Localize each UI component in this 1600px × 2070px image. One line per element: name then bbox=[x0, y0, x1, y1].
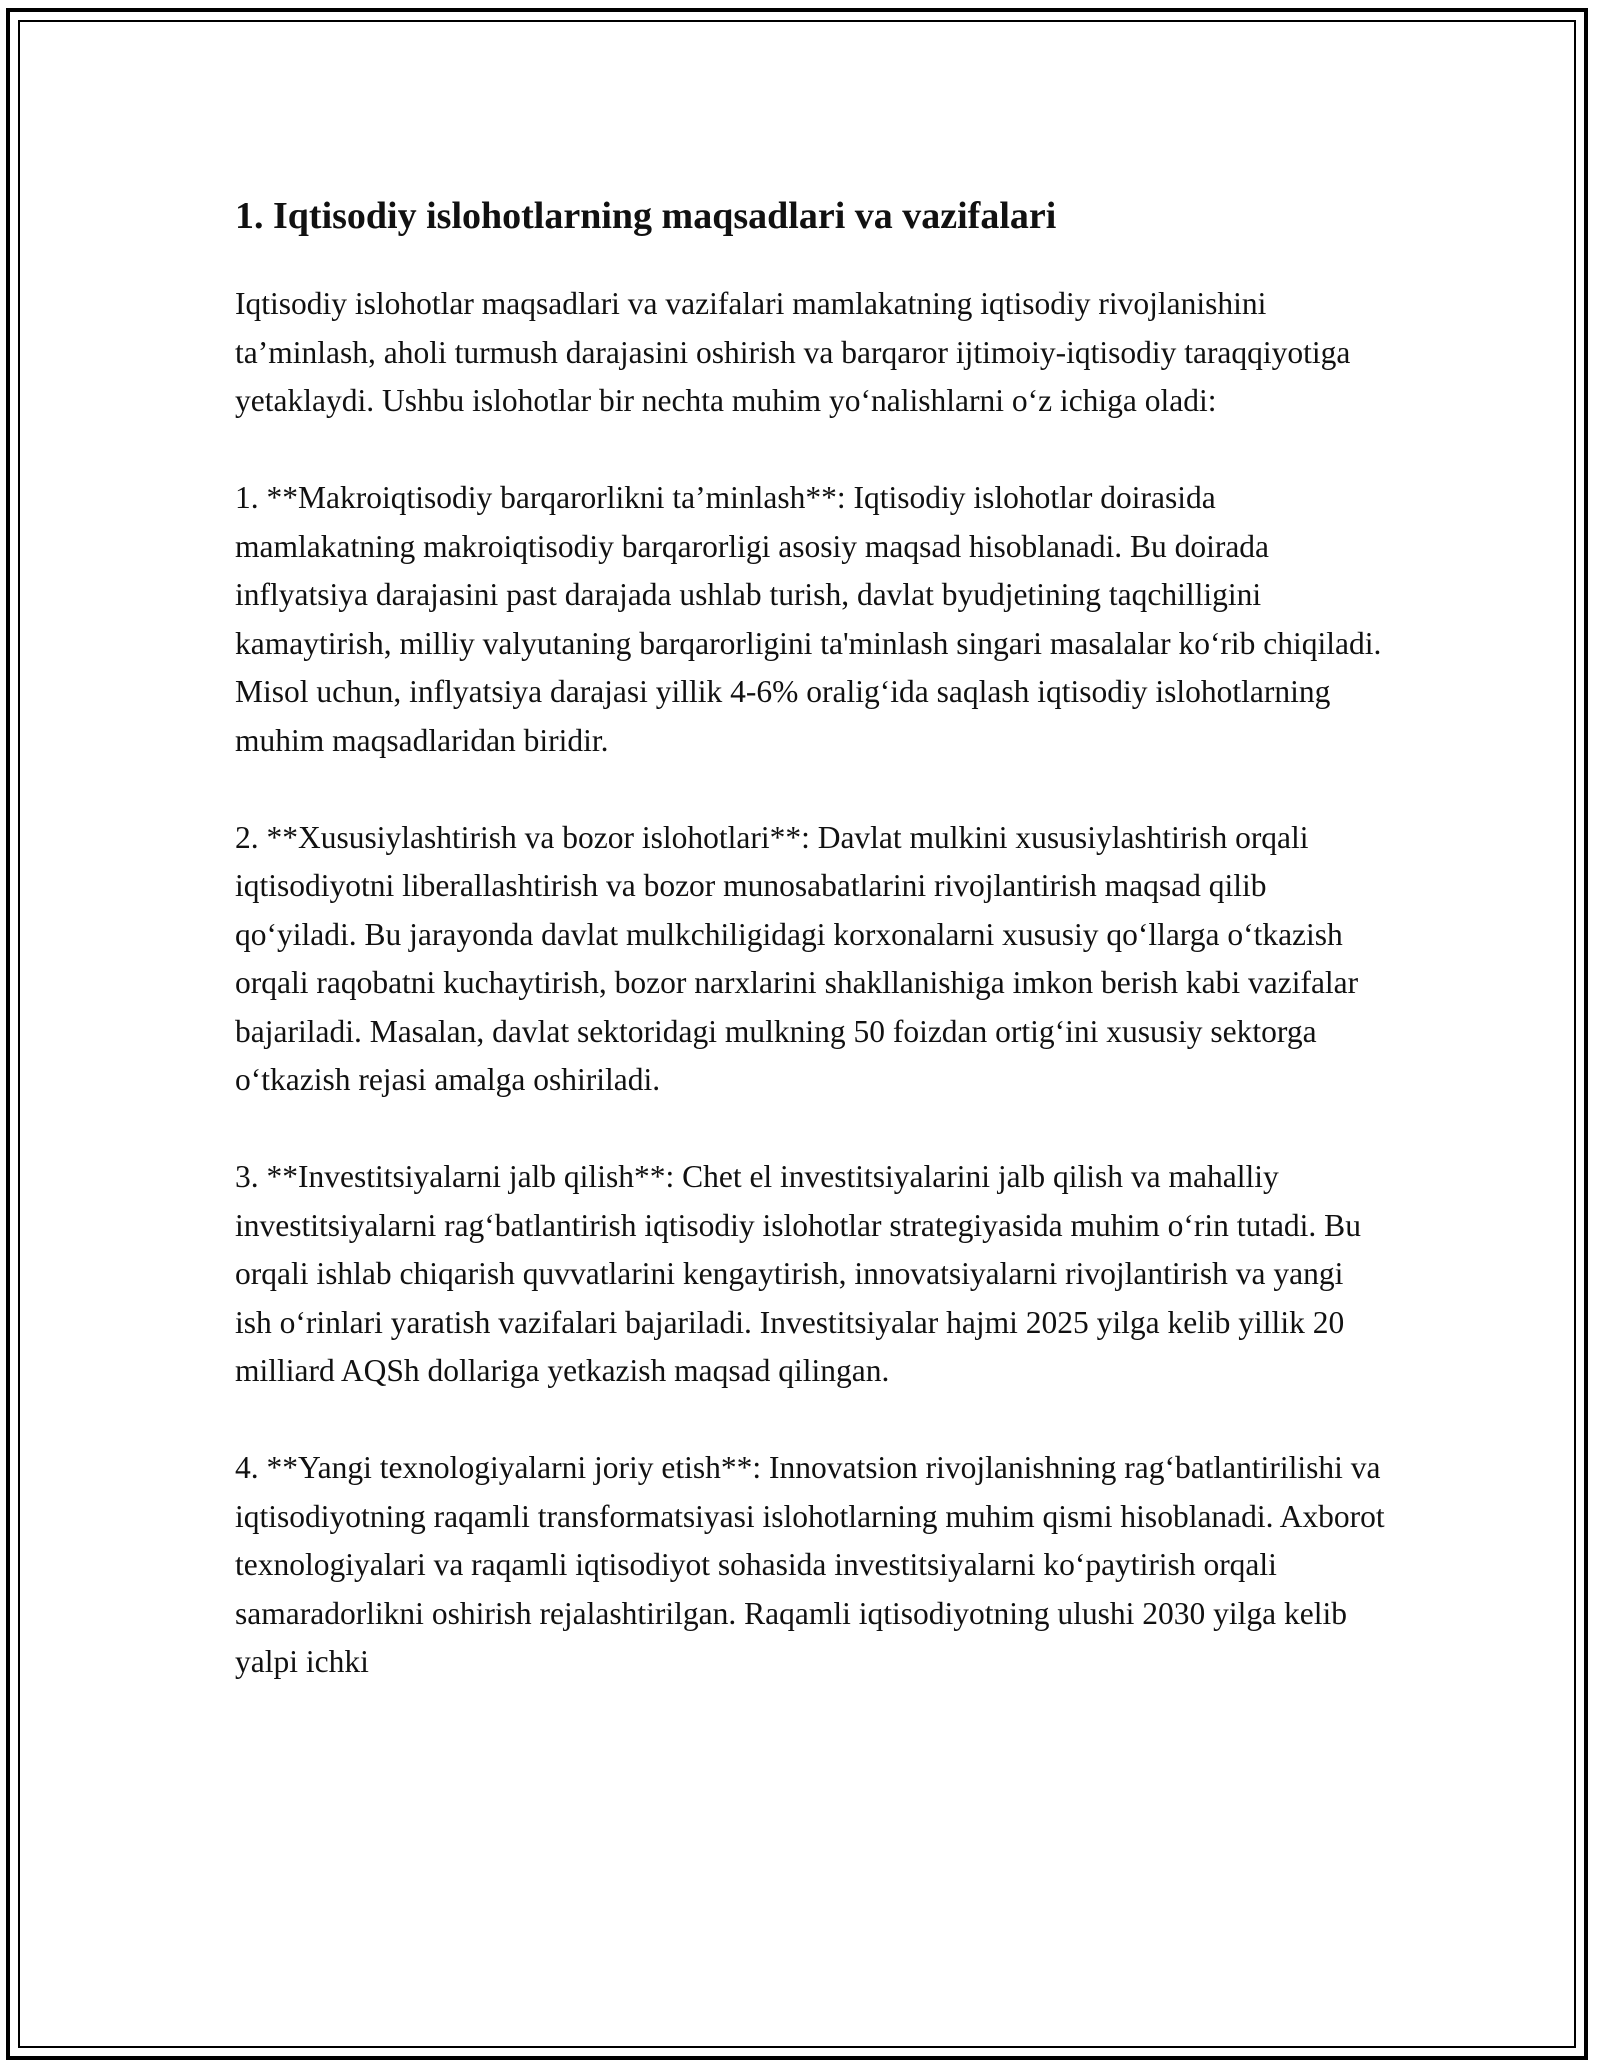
intro-paragraph: Iqtisodiy islohotlar maqsadlari va vazifalari mamlakatning iqtisodiy rivojlanishini ta’minlash, aholi turmush darajasini oshirish va barqaror ijtimoiy-iqtisodiy taraqqiyotiga yetaklaydi. Ushbu islohotlar bir nechta muhim yo‘nalishlarni o‘z ichiga oladi: bbox=[235, 286, 1351, 418]
section-heading: 1. Iqtisodiy islohotlarning maqsadlari va vazifalari bbox=[235, 195, 1057, 237]
paragraph-macroeconomic-stability: 1. **Makroiqtisodiy barqarorlikni ta’minlash**: Iqtisodiy islohotlar doirasida mamlakatning makroiqtisodiy barqarorligi asosiy maqsad hisoblanadi. Bu doirada inflyatsiya darajasini past darajada ushlab turish, davlat byudjetining taqchilligini kamaytirish, milliy valyutaning barqarorligini ta'minlash singari masalalar ko‘rib chiqiladi. Misol uchun, inflyatsiya darajasi yillik 4-6% oralig‘ida saqlash iqtisodiy islohotlarning muhim maqsadlaridan biridir. bbox=[235, 480, 1382, 758]
document-body bbox=[235, 190, 1385, 1735]
paragraph-investments: 3. **Investitsiyalarni jalb qilish**: Chet el investitsiyalarini jalb qilish va mahalliy investitsiyalarni rag‘batlantirish iqtisodiy islohotlar strategiyasida muhim o‘rin tutadi. Bu orqali ishlab chiqarish quvvatlarini kengaytirish, innovatsiyalarni rivojlantirish va yangi ish o‘rinlari yaratish vazifalari bajariladi. Investitsiyalar hajmi 2025 yilga kelib yillik 20 milliard AQSh dollariga yetkazish maqsad qilingan. bbox=[235, 1159, 1361, 1388]
paragraph-new-technologies: 4. **Yangi texnologiyalarni joriy etish**: Innovatsion rivojlanishning rag‘batlantirilishi va iqtisodiyotning raqamli transformatsiyasi islohotlarning muhim qismi hisoblanadi. Axborot texnologiyalari va raqamli iqtisodiyot sohasida investitsiyalarni ko‘paytirish orqali samaradorlikni oshirish rejalashtirilgan. Raqamli iqtisodiyotning ulushi 2030 yilga kelib yalpi ichki bbox=[235, 1450, 1385, 1679]
paragraph-privatization: 2. **Xususiylashtirish va bozor islohotlari**: Davlat mulkini xususiylashtirish orqali iqtisodiyotni liberallashtirish va bozor munosabatlarini rivojlantirish maqsad qilib qo‘yiladi. Bu jarayonda davlat mulkchiligidagi korxonalarni xususiy qo‘llarga o‘tkazish orqali raqobatni kuchaytirish, bozor narxlarini shakllanishiga imkon berish kabi vazifalar bajariladi. Masalan, davlat sektoridagi mulkning 50 foizdan ortig‘ini xususiy sektorga o‘tkazish rejasi amalga oshiriladi. bbox=[235, 819, 1359, 1097]
